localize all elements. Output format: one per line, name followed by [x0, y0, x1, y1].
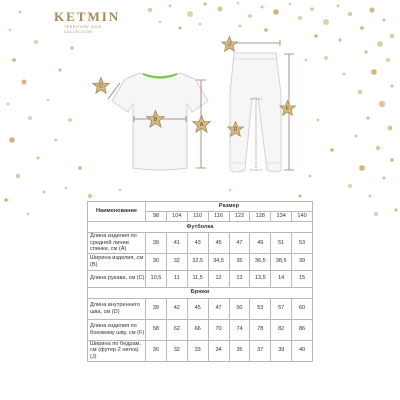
star-marker-f [280, 100, 296, 115]
measurement-value: 38,5 [271, 253, 292, 270]
size-column-header: Размер [146, 202, 313, 212]
measurement-value: 41 [166, 233, 187, 254]
measurement-value: 53 [292, 233, 313, 254]
measurement-value: 12 [208, 270, 229, 287]
measurement-label: Ширина изделия, см (В) [88, 253, 146, 270]
measurement-value: 30 [146, 253, 167, 270]
pants-hip-width-line [231, 40, 280, 46]
brand-logo-text: KETMIN [54, 9, 121, 24]
measurement-value: 35 [229, 340, 250, 361]
pants-shape [230, 53, 281, 172]
size-cell: 122 [229, 212, 250, 222]
measurement-value: 57 [271, 298, 292, 319]
measurement-value: 37 [250, 340, 271, 361]
measurement-value: 78 [250, 319, 271, 340]
measurement-value: 11 [166, 270, 187, 287]
measurement-label: Длина рукава, см (С) [88, 270, 146, 287]
measurement-value: 51 [271, 233, 292, 254]
size-cell: 140 [292, 212, 313, 222]
measurement-value: 47 [208, 298, 229, 319]
star-marker-a [193, 115, 210, 132]
measurement-value: 43 [187, 233, 208, 254]
measurement-value: 34,5 [208, 253, 229, 270]
measurement-value: 39 [271, 340, 292, 361]
star-marker-j [222, 36, 238, 51]
table-row [88, 270, 313, 287]
table-row [88, 319, 313, 340]
measurement-value: 32,5 [187, 253, 208, 270]
table-row [88, 340, 313, 361]
section-header-row [88, 222, 313, 233]
measurement-value: 39 [146, 233, 167, 254]
table-row [88, 253, 313, 270]
svg-text:C: C [99, 83, 103, 90]
brand-tagline-2: COLLECTION [64, 29, 93, 34]
measurement-value: 32 [166, 253, 187, 270]
measurement-value: 42 [166, 298, 187, 319]
measurement-value: 10,5 [146, 270, 167, 287]
measurement-value: 45 [187, 298, 208, 319]
measurement-value: 36,5 [250, 253, 271, 270]
measurement-value: 47 [229, 233, 250, 254]
measurement-value: 62 [166, 319, 187, 340]
size-cell: 116 [208, 212, 229, 222]
name-column-header: Наименование [88, 202, 146, 222]
section-title: Футболка [88, 222, 313, 233]
section-title: Брюки [88, 287, 313, 298]
measurement-value: 49 [250, 233, 271, 254]
measurement-value: 14 [271, 270, 292, 287]
measurement-value: 33 [187, 340, 208, 361]
star-marker-c [93, 77, 110, 93]
size-cell: 98 [146, 212, 167, 222]
brand-tagline: TERRITORY KIDS [64, 25, 102, 29]
measurement-value: 13,5 [250, 270, 271, 287]
table-row [88, 298, 313, 319]
measurement-value: 53 [250, 298, 271, 319]
svg-text:F: F [285, 106, 290, 112]
measurement-value: 11,5 [187, 270, 208, 287]
svg-text:A: A [199, 122, 204, 128]
svg-text:D: D [233, 127, 238, 133]
measurement-label: Длина внутреннего шва, см (D) [88, 298, 146, 319]
svg-text:J: J [228, 42, 231, 48]
measurement-value: 30 [146, 340, 167, 361]
measurement-value: 13 [229, 270, 250, 287]
measurement-label: Длина изделия по средней линии спинки, см (А) [88, 233, 146, 254]
measurement-value: 40 [292, 340, 313, 361]
measurement-value: 60 [292, 298, 313, 319]
size-cell: 128 [250, 212, 271, 222]
measurement-value: 86 [292, 319, 313, 340]
measurement-value: 32 [166, 340, 187, 361]
measurement-value: 70 [208, 319, 229, 340]
table-header-row [88, 202, 313, 212]
size-cell: 104 [166, 212, 187, 222]
size-chart-table [87, 201, 313, 362]
section-header-row [88, 287, 313, 298]
measurement-value: 15 [292, 270, 313, 287]
measurement-value: 45 [208, 233, 229, 254]
size-cell: 134 [271, 212, 292, 222]
measurement-value: 74 [229, 319, 250, 340]
measurement-value: 39 [146, 298, 167, 319]
measurement-value: 58 [146, 319, 167, 340]
measurement-value: 34 [208, 340, 229, 361]
measurement-value: 82 [271, 319, 292, 340]
measurement-value: 50 [229, 298, 250, 319]
svg-text:B: B [153, 117, 158, 123]
table-row [88, 233, 313, 254]
measurement-value: 35 [229, 253, 250, 270]
measurement-value: 66 [187, 319, 208, 340]
measurement-value: 39 [292, 253, 313, 270]
measurement-label: Ширина по бедрам, см (футер 2 нитка) (J) [88, 340, 146, 361]
size-cell: 110 [187, 212, 208, 222]
measurement-label: Длина изделия по боковому шву, см (F) [88, 319, 146, 340]
